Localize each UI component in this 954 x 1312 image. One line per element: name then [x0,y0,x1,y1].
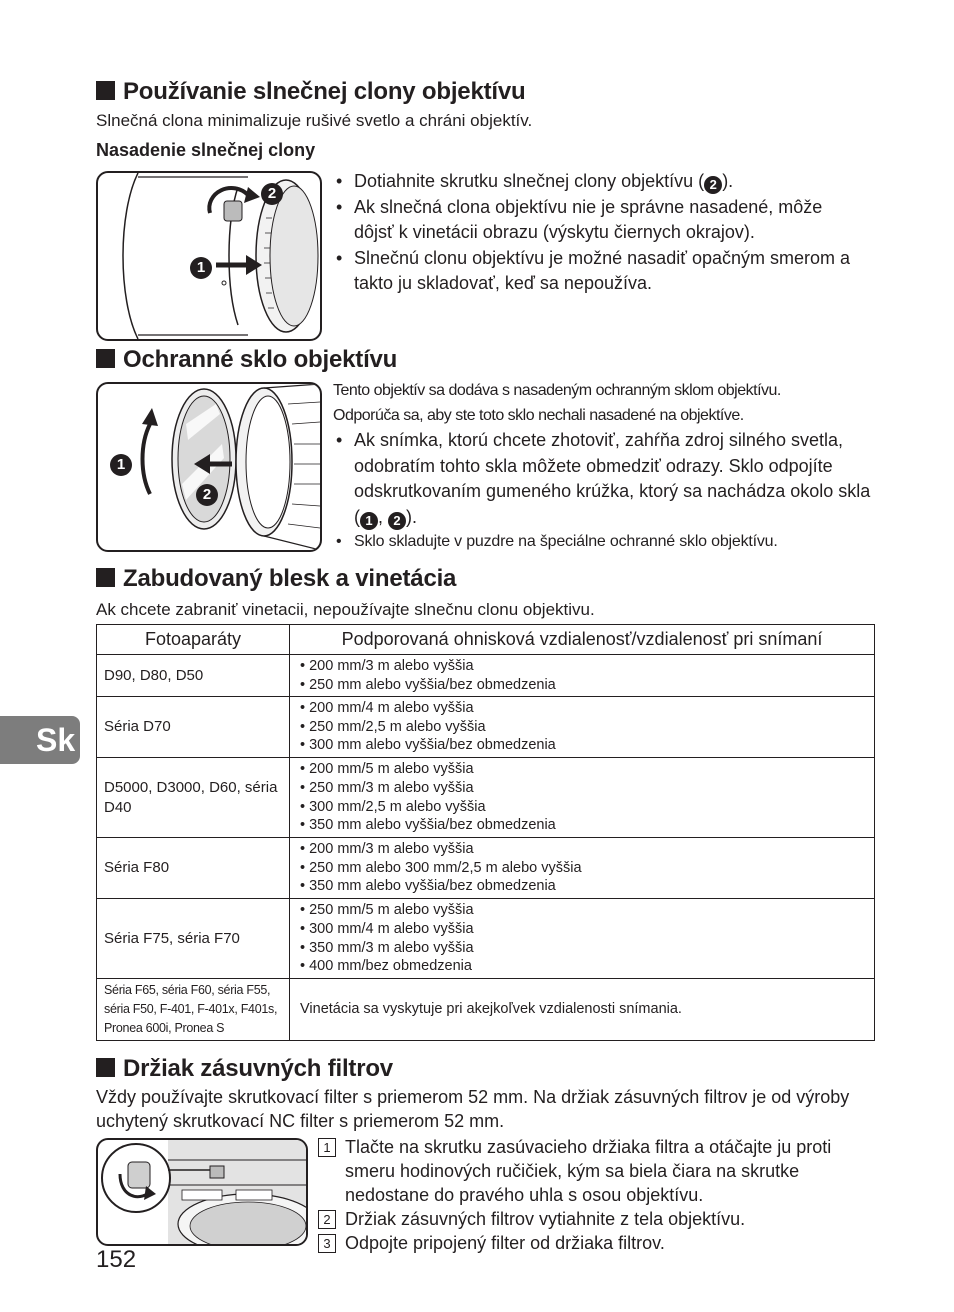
focal-line: • 300 mm/4 m alebo vyššia [300,920,474,937]
section-title-text: Používanie slnečnej clony objektívu [123,78,526,105]
callout-2-icon: 2 [261,183,283,205]
focal-cell [290,758,875,838]
section-title-text: Držiak zásuvných filtrov [123,1055,393,1082]
focal-line: • 200 mm/4 m alebo vyššia [300,699,474,716]
filter-holder-intro: Vždy používajte skrutkovací filter s priemerom 52 mm. Na držiak zásuvných filtrov je od výroby uchytený skrutkovací NC filter s priemerom 52 mm. [96,1087,850,1131]
focal-line: • 350 mm alebo vyššia/bez obmedzenia [300,878,556,895]
language-tab [0,716,80,764]
vignetting-table [96,624,875,1041]
callout-1-icon: 1 [360,512,378,530]
filter-holder-steps [318,1135,858,1255]
step-text: Tlačte na skrutku zasúvacieho držiaka filtra a otáčajte ju proti smeru hodinových ručičiek, kým sa biela čiara na skrutke nedostane do pravého uhla s osou objektívu. [345,1137,832,1205]
focal-line: • 300 mm alebo vyššia/bez obmedzenia [300,737,556,754]
flash-intro: Ak chcete zabraniť vinetacii, nepoužívajte slnečnu clonu objektivu. [96,600,595,619]
focal-line: • 350 mm alebo vyššia/bez obmedzenia [300,817,556,834]
table-row [97,758,875,838]
callout-1-icon: 1 [190,257,212,279]
table-row [97,655,875,697]
section-square-icon [96,81,115,100]
step-text: Držiak zásuvných filtrov vytiahnite z tela objektívu. [345,1209,746,1229]
bullet-text-end: ). [722,171,734,191]
list-item [318,1231,858,1255]
focal-cell [290,697,875,758]
bullet-text: Ak snímka, ktorú chcete zhotoviť, zahŕňa zdroj silného svetla, odobratím tohto skla môžete obmedziť odrazy. Sklo odpojíte odskrutkovaním gumeného krúžka, ktorý sa nachádza okolo skla ( [354,430,871,527]
section-square-icon [96,349,115,368]
focal-line: • 200 mm/3 m alebo vyššia [300,657,474,674]
step-number: 2 [318,1210,336,1229]
section-title-lens-hood [96,78,525,106]
focal-line: • 400 mm/bez obmedzenia [300,958,472,975]
list-item: • Ak slnečná clona objektívu nie je správne nasadené, môže dôjsť k vinetácii obrazu (výskytu čiernych okrajov). [332,195,862,246]
lens-hood-illustration [98,173,320,339]
protective-glass-bullets-2 [332,530,892,553]
section-title-flash-vignetting [96,565,456,593]
list-item [318,1135,858,1207]
list-item: • Slnečnú clonu objektívu je možné nasadiť opačným smerom a takto ju skladovať, keď sa nepoužíva. [332,246,862,297]
table-row [97,899,875,979]
focal-cell [290,838,875,899]
table-row [97,838,875,899]
lens-hood-figure [96,171,322,341]
protective-glass-figure [96,382,322,552]
focal-line: • 250 mm alebo 300 mm/2,5 m alebo vyššia [300,859,582,876]
focal-line: • 250 mm/3 m alebo vyššia [300,779,474,796]
camera-cell: Séria F80 [97,838,290,899]
focal-cell [290,979,875,1041]
focal-cell [290,655,875,697]
table-row [97,979,875,1041]
section-title-protective-glass [96,346,397,374]
bullet-separator: , [378,506,389,527]
step-number: 3 [318,1234,336,1253]
filter-holder-figure [96,1138,308,1246]
section-title-text: Ochranné sklo objektívu [123,346,398,373]
step-text: Odpojte pripojený filter od držiaka filtrov. [345,1233,665,1253]
focal-line: • 350 mm/3 m alebo vyššia [300,939,474,956]
protective-glass-intro-2: Odporúča sa, aby ste toto sklo nechali nasadené na objektíve. [333,407,744,424]
section-square-icon [96,568,115,587]
column-header-focal-distance: Podporovaná ohnisková vzdialenosť/vzdialenosť pri snímaní [290,625,875,655]
lens-hood-subheading: Nasadenie slnečnej clony [96,140,316,160]
camera-cell: Séria D70 [97,697,290,758]
camera-cell: Séria F65, séria F60, séria F55, séria F50, F-401, F-401x, F401s, Pronea 600i, Pronea S [97,979,290,1041]
focal-cell [290,899,875,979]
language-tab-label: Sk [36,722,76,758]
focal-line: • 250 mm alebo vyššia/bez obmedzenia [300,676,556,693]
list-item [318,1207,858,1231]
focal-line: Vinetácia sa vyskytuje pri akejkoľvek vzdialenosti snímania. [300,1001,682,1018]
camera-cell: Séria F75, séria F70 [97,899,290,979]
list-item [332,169,862,195]
callout-2-icon: 2 [704,176,722,194]
focal-line: • 200 mm/5 m alebo vyššia [300,760,474,777]
lens-hood-intro: Slnečná clona minimalizuje rušivé svetlo a chráni objektív. [96,111,533,130]
list-item [332,428,877,530]
lens-hood-bullets [332,169,862,297]
table-row [97,697,875,758]
step-number: 1 [318,1138,336,1157]
callout-2-icon: 2 [196,484,218,506]
section-title-text: Zabudovaný blesk a vinetácia [123,565,457,592]
camera-cell: D5000, D3000, D60, séria D40 [97,758,290,838]
camera-cell: D90, D80, D50 [97,655,290,697]
protective-glass-intro-1: Tento objektív sa dodáva s nasadeným ochranným sklom objektívu. [333,382,781,399]
section-square-icon [96,1058,115,1077]
filter-holder-illustration [98,1140,306,1244]
protective-glass-bullets [332,428,877,530]
page-number: 152 [96,1246,137,1273]
focal-line: • 250 mm/5 m alebo vyššia [300,901,474,918]
column-header-cameras: Fotoaparáty [97,625,290,655]
callout-1-icon: 1 [110,454,132,476]
list-item: • Sklo skladujte v puzdre na špeciálne ochranné sklo objektívu. [332,530,892,553]
callout-2-icon: 2 [388,512,406,530]
section-title-filter-holder [96,1055,393,1083]
bullet-text-end: ). [406,506,418,527]
focal-line: • 250 mm/2,5 m alebo vyššia [300,718,486,735]
bullet-text: Dotiahnite skrutku slnečnej clony objektívu ( [354,171,705,191]
focal-line: • 300 mm/2,5 m alebo vyššia [300,798,486,815]
table-header-row [97,625,875,655]
focal-line: • 200 mm/3 m alebo vyššia [300,840,474,857]
